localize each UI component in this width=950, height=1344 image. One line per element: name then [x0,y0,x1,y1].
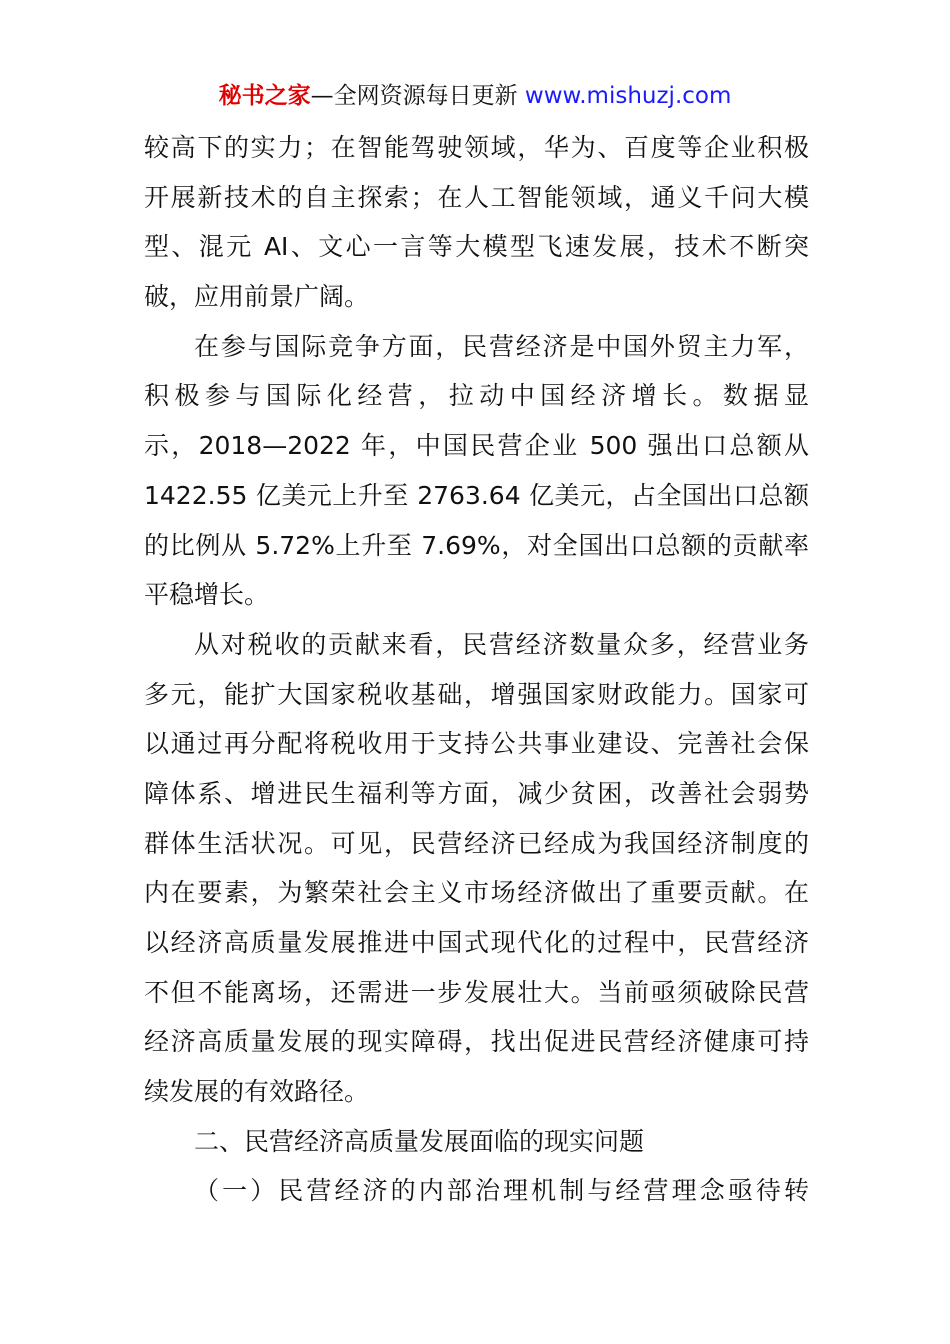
text-line: 示，2018—2022 年，中国民营企业 500 强出口总额从 [144,431,809,461]
text-line: 多元，能扩大国家税收基础，增强国家财政能力。国家可 [144,679,809,709]
text-line: 以通过再分配将税收用于支持公共事业建设、完善社会保 [144,729,809,759]
text-line: 较高下的实力；在智能驾驶领域，华为、百度等企业积极 [144,133,809,162]
page-header [0,78,950,114]
text-line: （一）民营经济的内部治理机制与经营理念亟待转 [194,1176,809,1206]
text-line: 二、民营经济高质量发展面临的现实问题 [194,1126,645,1156]
text-line: 群体生活状况。可见，民营经济已经成为我国经济制度的 [144,828,809,858]
text-line: 内在要素，为繁荣社会主义市场经济做出了重要贡献。在 [144,878,809,908]
site-brand: 秘书之家 [218,83,311,109]
text-line: 续发展的有效路径。 [144,1077,370,1107]
site-url-link[interactable]: www.mishuzj.com [524,83,732,109]
text-line: 的比例从 5.72%上升至 7.69%，对全国出口总额的贡献率 [144,530,809,560]
text-line: 在参与国际竞争方面，民营经济是中国外贸主力军， [194,331,809,361]
site-tagline: —全网资源每日更新 [310,83,518,109]
text-line: 障体系、增进民生福利等方面，减少贫困，改善社会弱势 [144,778,809,808]
text-line: 经济高质量发展的现实障碍，找出促进民营经济健康可持 [144,1027,809,1057]
document-body [144,123,809,1216]
text-line: 以经济高质量发展推进中国式现代化的过程中，民营经济 [144,928,809,957]
text-line: 开展新技术的自主探索；在人工智能领域，通义千问大模 [144,182,809,212]
text-line: 积极参与国际化经营，拉动中国经济增长。数据显 [144,381,809,411]
text-line: 型、混元 AI、文心一言等大模型飞速发展，技术不断突 [144,232,809,262]
text-line: 1422.55 亿美元上升至 2763.64 亿美元，占全国出口总额 [144,480,809,510]
text-line: 从对税收的贡献来看，民营经济数量众多，经营业务 [194,629,809,659]
text-line: 平稳增长。 [144,580,270,610]
text-line: 不但不能离场，还需进一步发展壮大。当前亟须破除民营 [144,977,809,1007]
text-line: 破，应用前景广阔。 [144,282,370,312]
